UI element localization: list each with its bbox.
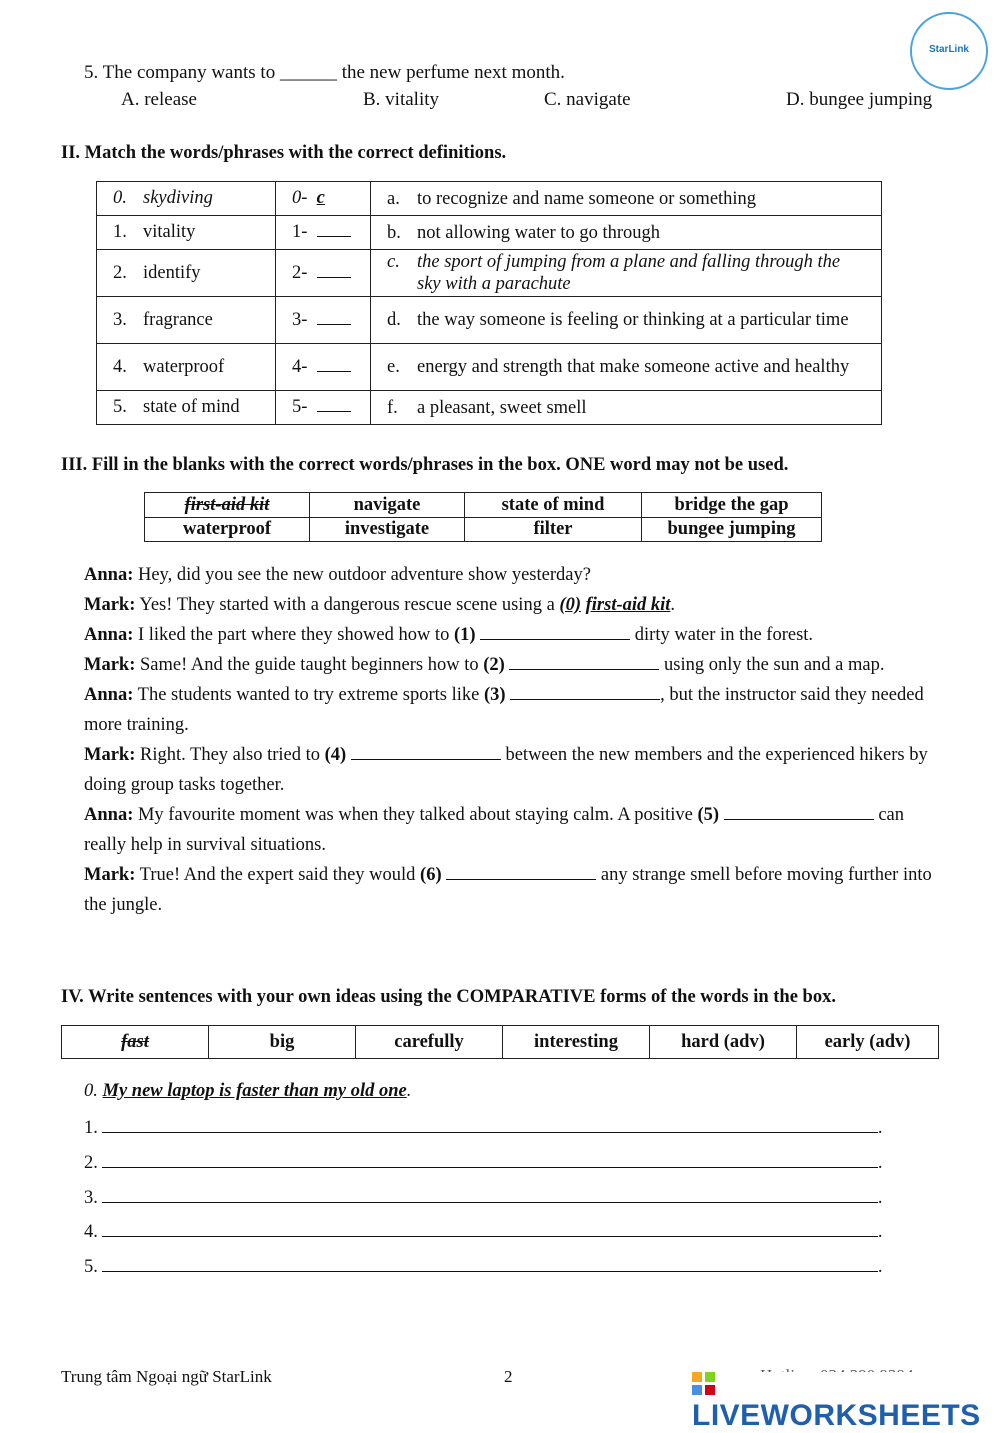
word-cell: 1. vitality [97,216,276,250]
writing-line-3[interactable]: 3. . [84,1188,883,1208]
example-sentence: 0. My new laptop is faster than my old one. [84,1081,412,1101]
table-row [97,297,882,344]
table-row [62,1026,939,1059]
table-row [145,518,822,542]
box-word: interesting [503,1026,650,1059]
answer-cell: 1- [276,216,371,250]
table-row [97,344,882,391]
comparative-word-box [61,1025,939,1059]
definition-cell: e. energy and strength that make someone active and healthy [371,344,882,391]
blank-6[interactable] [446,861,596,880]
writing-line-2[interactable]: 2. . [84,1153,883,1173]
writing-line-5[interactable]: 5. . [84,1257,883,1277]
writing-line-4[interactable]: 4. . [84,1222,883,1242]
box-word: hard (adv) [650,1026,797,1059]
box-word: bridge the gap [642,493,822,518]
liveworksheets-icon [692,1372,716,1396]
example-answer: first-aid kit [585,595,671,615]
table-row [97,216,882,250]
box-word: navigate [310,493,465,518]
box-word: big [209,1026,356,1059]
word-cell: 5. state of mind [97,391,276,425]
blank-1[interactable] [480,621,630,640]
blank-2[interactable] [509,651,659,670]
definition-cell: b. not allowing water to go through [371,216,882,250]
blank-3[interactable] [510,681,660,700]
dialog-line: Mark: Yes! They started with a dangerous rescue scene using a (0) first-aid kit. [84,595,676,615]
answer-input-5[interactable] [317,411,351,412]
answer-cell: 4- [276,344,371,391]
answer-input-4[interactable] [317,371,351,372]
box-word: bungee jumping [642,518,822,542]
dialog-line: Anna: I liked the part where they showed how to (1) dirty water in the forest. [84,620,944,650]
blank-5[interactable] [724,801,874,820]
table-row [97,250,882,297]
dialog-line: Mark: True! And the expert said they would (6) any strange smell before moving further into the jungle. [84,860,944,920]
word-cell: 4. waterproof [97,344,276,391]
footer-center-name: Trung tâm Ngoại ngữ StarLink [61,1367,272,1386]
word-cell: 3. fragrance [97,297,276,344]
answer-cell: 5- [276,391,371,425]
liveworksheets-logo [690,1372,1000,1433]
answer-cell: 3- [276,297,371,344]
answer-cell: 0- c [276,182,371,216]
table-row [97,182,882,216]
page-number: 2 [504,1367,513,1386]
dialog-line: Mark: Same! And the guide taught beginners how to (2) using only the sun and a map. [84,650,944,680]
definition-cell: d. the way someone is feeling or thinking at a particular time [371,297,882,344]
example-answer: c [316,188,325,208]
word-cell: 0. skydiving [97,182,276,216]
definition-cell: f. a pleasant, sweet smell [371,391,882,425]
answer-input-3[interactable] [317,324,351,325]
answer-input-1[interactable] [317,236,351,237]
matching-table [96,181,882,425]
dialog-line: Mark: Right. They also tried to (4) between the new members and the experienced hikers by doing group tasks together. [84,740,944,800]
box-word: filter [465,518,642,542]
starlink-logo [910,12,988,90]
section3-title: III. Fill in the blanks with the correct words/phrases in the box. ONE word may not be used. [61,455,789,475]
q5-option-b[interactable]: B. vitality [363,89,439,110]
box-word: early (adv) [797,1026,939,1059]
box-word: state of mind [465,493,642,518]
q5-option-c[interactable]: C. navigate [544,89,631,110]
box-word: carefully [356,1026,503,1059]
q5-option-d[interactable]: D. bungee jumping [786,89,933,110]
box-word: investigate [310,518,465,542]
q5-option-a[interactable]: A. release [121,89,197,110]
table-row [97,391,882,425]
box-word-used: first-aid kit [145,493,310,518]
dialog-line: Anna: My favourite moment was when they talked about staying calm. A positive (5) can really help in survival situations. [84,800,944,860]
answer-cell: 2- [276,250,371,297]
q5-stem: 5. The company wants to ______ the new perfume next month. [84,62,565,83]
blank-4[interactable] [351,741,501,760]
box-word: waterproof [145,518,310,542]
section4-title: IV. Write sentences with your own ideas using the COMPARATIVE forms of the words in the box. [61,987,836,1007]
dialog-line: Anna: Hey, did you see the new outdoor adventure show yesterday? [84,565,591,585]
word-box [144,492,822,542]
definition-cell-used: c. the sport of jumping from a plane and falling through the sky with a parachute [371,250,882,297]
logo-text: StarLink [928,44,969,55]
writing-line-1[interactable]: 1. . [84,1118,883,1138]
word-cell: 2. identify [97,250,276,297]
liveworksheets-brand: LIVEWORKSHEETS [692,1399,981,1432]
section2-title: II. Match the words/phrases with the correct definitions. [61,143,507,163]
answer-input-2[interactable] [317,277,351,278]
box-word-used: fast [62,1026,209,1059]
definition-cell: a. to recognize and name someone or something [371,182,882,216]
dialog [84,560,944,920]
table-row [145,493,822,518]
dialog-line: Anna: The students wanted to try extreme sports like (3) , but the instructor said they needed more training. [84,680,944,740]
